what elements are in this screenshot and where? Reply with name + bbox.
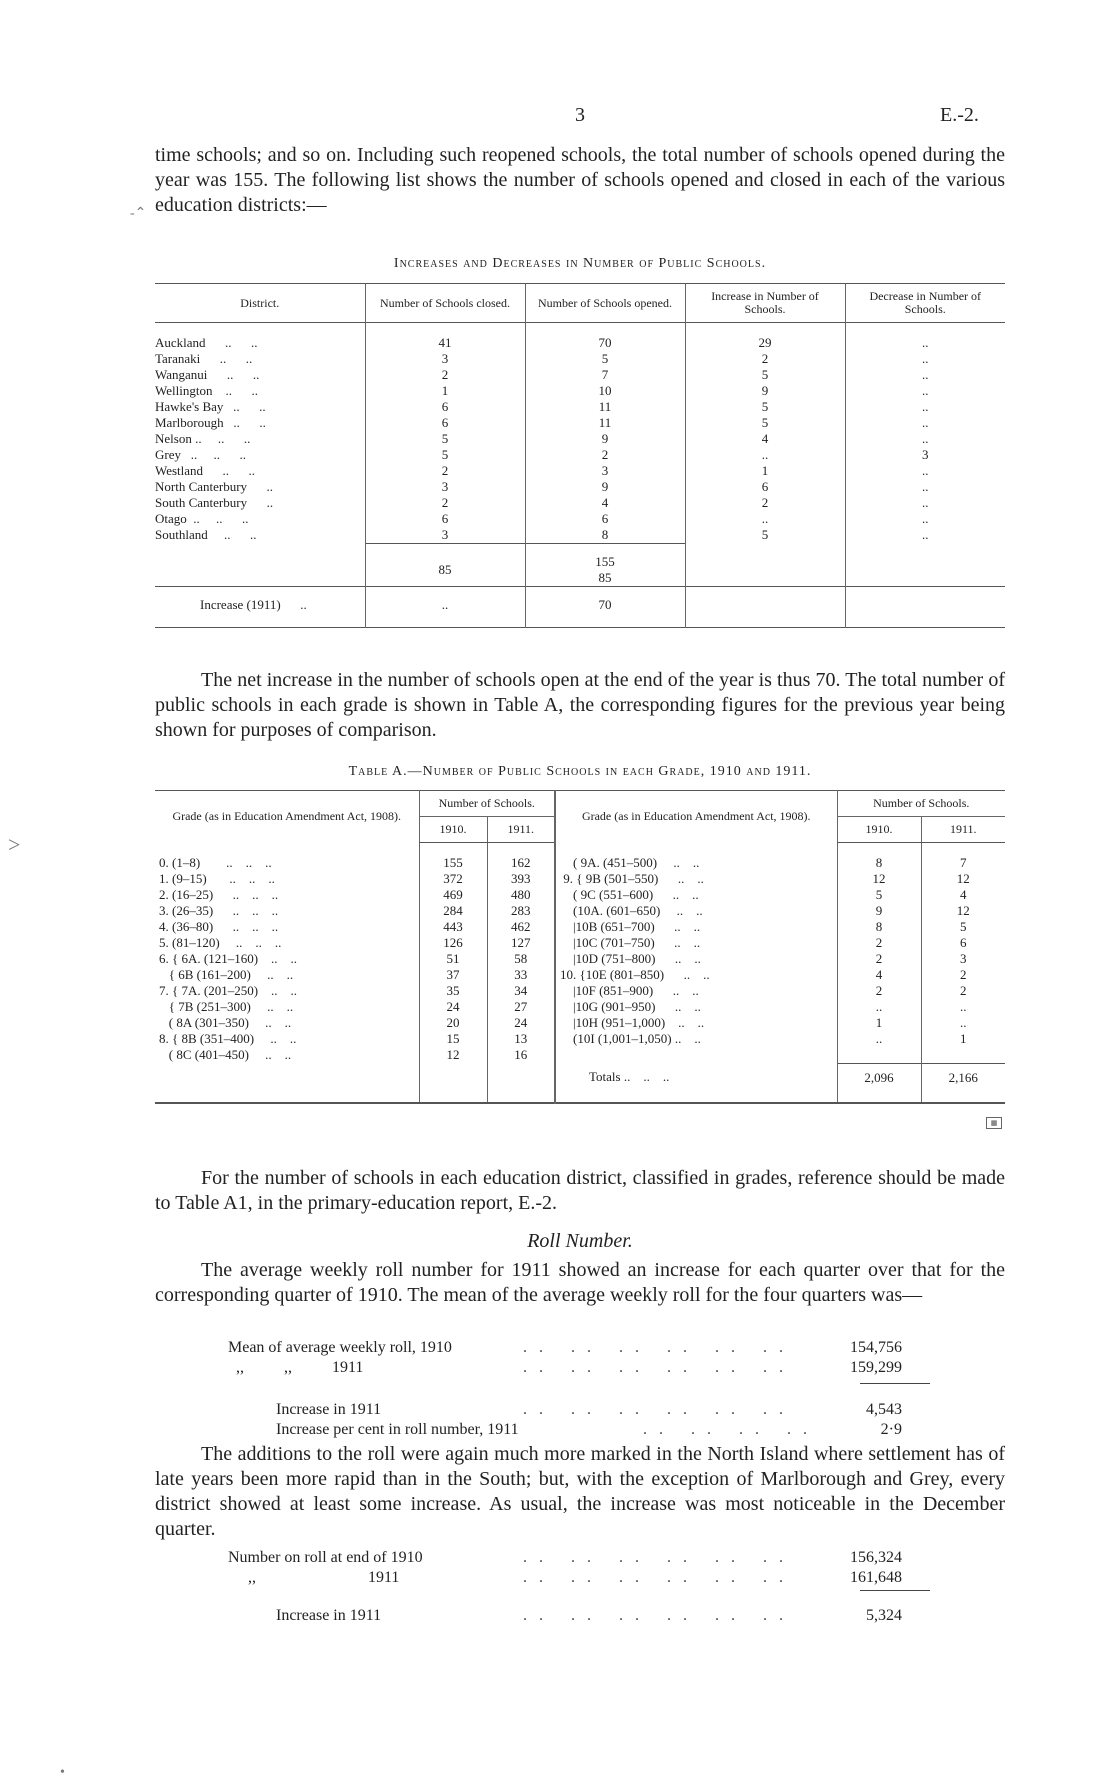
- district-row: [155, 527, 1005, 544]
- increase-count: 4: [685, 431, 845, 447]
- closed-count: 1: [365, 383, 525, 399]
- count-1911-right: 12: [921, 871, 1005, 887]
- decrease-count: ..: [845, 351, 1005, 367]
- increase-count: ..: [685, 511, 845, 527]
- opened-count: 8: [525, 527, 685, 544]
- district-row: [155, 511, 1005, 527]
- opened-count: 11: [525, 415, 685, 431]
- grade-right: 9. { 9B (501–550) .. ..: [555, 871, 837, 887]
- count-1910-right: ..: [837, 999, 921, 1015]
- roll-text: The average weekly roll number for 1911 showed an increase for each quarter over that for the corresponding quarter of 1910. The mean of the average weekly roll for the four quarters was—: [155, 1259, 1005, 1306]
- opened-count: 10: [525, 383, 685, 399]
- increase-count: ..: [685, 447, 845, 463]
- col-1911-left: 1911.: [487, 817, 555, 843]
- schools-change-table: [155, 283, 1005, 628]
- count-1911-left: 127: [487, 935, 555, 951]
- end-increase-value: 5,324: [866, 1607, 902, 1624]
- grade-right: 10. {10E (801–850) .. ..: [555, 967, 837, 983]
- increase-count: 5: [685, 415, 845, 431]
- grade-right: |10G (901–950) .. ..: [555, 999, 837, 1015]
- mean-roll-ledger: [228, 1338, 928, 1440]
- count-1910-left: 443: [419, 919, 487, 935]
- table1-header-row: [155, 284, 1005, 323]
- grade-left: ( 8C (401–450) .. ..: [159, 1047, 292, 1062]
- margin-mark: >: [8, 832, 21, 857]
- count-1911-right: 5: [921, 919, 1005, 935]
- opened-count: 70: [525, 323, 685, 352]
- increase-pct-label: Increase per cent in roll number, 1911: [228, 1421, 519, 1438]
- district-name: Nelson .. .. ..: [155, 431, 251, 446]
- count-1911-right: 4: [921, 887, 1005, 903]
- increase-closed: ..: [365, 587, 525, 628]
- margin-mark: -⌃: [130, 206, 147, 221]
- count-1911-right: 3: [921, 951, 1005, 967]
- end-roll-ledger: [228, 1548, 928, 1626]
- ledger-row: Number on roll at end of 1910 .. .. .. .. .. .. 156,324: [228, 1549, 902, 1566]
- district-row: [155, 351, 1005, 367]
- total-closed: 85: [365, 544, 525, 587]
- reference-text: For the number of schools in each education district, classified in grades, reference should be made to Table A1, in the primary-education report, E.-2.: [155, 1167, 1005, 1214]
- opened-count: 9: [525, 479, 685, 495]
- grade-row: [155, 887, 1005, 903]
- total-1911: 2,166: [921, 1063, 1005, 1103]
- count-1910-left: 12: [419, 1047, 487, 1063]
- district-row: [155, 367, 1005, 383]
- ink-stamp-icon: ▦: [986, 1117, 1002, 1129]
- increase-1911-value: 4,543: [866, 1401, 902, 1418]
- district-row: [155, 495, 1005, 511]
- count-1911-left: 33: [487, 967, 555, 983]
- grade-left: 1. (9–15) .. .. ..: [159, 871, 275, 886]
- district-name: Hawke's Bay .. ..: [155, 399, 266, 414]
- district-name: Wanganui .. ..: [155, 367, 260, 382]
- grade-right: ( 9C (551–600) .. ..: [555, 887, 837, 903]
- net-increase-paragraph: [155, 668, 1005, 743]
- count-1911-right: 2: [921, 983, 1005, 999]
- col-opened: Number of Schools opened.: [525, 284, 685, 323]
- count-1910-right: 4: [837, 967, 921, 983]
- end-1911-value: 161,648: [850, 1569, 902, 1586]
- increase-count: 2: [685, 351, 845, 367]
- count-1910-left: 126: [419, 935, 487, 951]
- ledger-row: ,, 1911 .. .. .. .. .. .. 161,648: [228, 1569, 902, 1586]
- grade-left: 6. { 6A. (121–160) .. ..: [159, 951, 298, 966]
- grade-right: ( 9A. (451–500) .. ..: [555, 843, 837, 872]
- increase-count: 5: [685, 527, 845, 544]
- closed-count: 41: [365, 323, 525, 352]
- count-1910-left: 284: [419, 903, 487, 919]
- grade-row: [155, 999, 1005, 1015]
- roll-number-heading: Roll Number.: [527, 1230, 633, 1252]
- col-number-left: Number of Schools.: [419, 791, 555, 817]
- grade-row: [155, 843, 1005, 872]
- count-1911-right: 12: [921, 903, 1005, 919]
- decrease-count: ..: [845, 431, 1005, 447]
- count-1911-right: ..: [921, 1015, 1005, 1031]
- count-1910-left: 35: [419, 983, 487, 999]
- decrease-count: 3: [845, 447, 1005, 463]
- col-district: District.: [240, 295, 280, 310]
- col-number-right: Number of Schools.: [837, 791, 1005, 817]
- district-row: [155, 463, 1005, 479]
- count-1910-left: 51: [419, 951, 487, 967]
- count-1911-left: 283: [487, 903, 555, 919]
- opened-count: 7: [525, 367, 685, 383]
- decrease-count: ..: [845, 415, 1005, 431]
- end-1910-label: Number on roll at end of 1910: [228, 1549, 423, 1566]
- reference-paragraph: [155, 1166, 1005, 1216]
- grade-row: [155, 983, 1005, 999]
- count-1911-left: 34: [487, 983, 555, 999]
- table2-totals-row: [155, 1063, 1005, 1103]
- ledger-row: Increase in 1911 .. .. .. .. .. .. 4,543: [228, 1401, 902, 1418]
- grade-left: 2. (16–25) .. .. ..: [159, 887, 279, 902]
- closed-count: 6: [365, 399, 525, 415]
- ledger-row: Increase per cent in roll number, 1911 .. .. .. .. 2·9: [228, 1421, 902, 1438]
- table2-body: [155, 843, 1005, 1064]
- count-1911-left: 393: [487, 871, 555, 887]
- decrease-count: ..: [845, 511, 1005, 527]
- opened-count: 6: [525, 511, 685, 527]
- district-row: [155, 431, 1005, 447]
- decrease-count: ..: [845, 383, 1005, 399]
- decrease-count: ..: [845, 527, 1005, 544]
- grade-row: [155, 871, 1005, 887]
- count-1910-right: 1: [837, 1015, 921, 1031]
- roll-paragraph: [155, 1258, 1005, 1308]
- count-1911-left: 58: [487, 951, 555, 967]
- closed-count: 2: [365, 495, 525, 511]
- grade-left: ( 8A (301–350) .. ..: [159, 1015, 292, 1030]
- increase-pct-value: 2·9: [880, 1421, 902, 1438]
- grade-table: [155, 790, 1005, 1104]
- count-1910-right: 12: [837, 871, 921, 887]
- opened-count: 9: [525, 431, 685, 447]
- count-1911-right: 6: [921, 935, 1005, 951]
- decrease-count: ..: [845, 495, 1005, 511]
- district-name: Westland .. ..: [155, 463, 256, 478]
- mean-1910-label: Mean of average weekly roll, 1910: [228, 1339, 452, 1356]
- grade-row: [155, 903, 1005, 919]
- grade-right: [555, 1047, 837, 1063]
- increase-count: 6: [685, 479, 845, 495]
- count-1910-left: 372: [419, 871, 487, 887]
- grade-right: (10A. (601–650) .. ..: [555, 903, 837, 919]
- end-increase-label: Increase in 1911: [228, 1607, 382, 1624]
- table1-caption: Increases and Decreases in Number of Public Schools.: [393, 256, 767, 271]
- ledger-row: ,, ,, 1911 .. .. .. .. .. .. 159,299: [228, 1359, 902, 1376]
- count-1910-right: 8: [837, 919, 921, 935]
- grade-row: [155, 1047, 1005, 1063]
- intro-text: time schools; and so on. Including such reopened schools, the total number of schools opened during the year was 155. The following list shows the number of schools opened and closed in each of the various education districts:—: [155, 144, 1005, 216]
- opened-count: 5: [525, 351, 685, 367]
- grade-row: [155, 1015, 1005, 1031]
- increase-count: 9: [685, 383, 845, 399]
- district-row: [155, 383, 1005, 399]
- grade-left: 8. { 8B (351–400) .. ..: [159, 1031, 297, 1046]
- count-1910-right: 8: [837, 843, 921, 872]
- grade-left: 5. (81–120) .. .. ..: [159, 935, 282, 950]
- increase-count: 5: [685, 367, 845, 383]
- col-grade-right: Grade (as in Education Amendment Act, 1908).: [555, 791, 837, 843]
- increase-count: 29: [685, 323, 845, 352]
- grade-left: 3. (26–35) .. .. ..: [159, 903, 279, 918]
- mean-1911-value: 159,299: [850, 1359, 902, 1376]
- count-1910-right: 2: [837, 951, 921, 967]
- district-name: South Canterbury ..: [155, 495, 274, 510]
- increase-count: 2: [685, 495, 845, 511]
- grade-right: |10C (701–750) .. ..: [555, 935, 837, 951]
- grade-row: [155, 1031, 1005, 1047]
- table2-caption: Table A.—Number of Public Schools in each Grade, 1910 and 1911.: [348, 764, 812, 779]
- district-name: Southland .. ..: [155, 527, 257, 543]
- district-row: [155, 399, 1005, 415]
- total-opened-value: 155: [595, 554, 615, 569]
- mean-1910-value: 154,756: [850, 1339, 902, 1356]
- count-1911-left: 480: [487, 887, 555, 903]
- col-decrease: Decrease in Number of Schools.: [845, 284, 1005, 323]
- grade-left: 0. (1–8) .. .. ..: [159, 854, 272, 870]
- opened-count: 3: [525, 463, 685, 479]
- grade-right: (10I (1,001–1,050) .. ..: [555, 1031, 837, 1047]
- count-1911-right: 2: [921, 967, 1005, 983]
- district-name: Marlborough .. ..: [155, 415, 266, 430]
- count-1911-left: 13: [487, 1031, 555, 1047]
- count-1911-right: ..: [921, 999, 1005, 1015]
- district-name: Grey .. .. ..: [155, 447, 246, 462]
- table1-body: [155, 323, 1005, 544]
- increase-label: Increase (1911) ..: [200, 597, 307, 612]
- count-1910-left: 24: [419, 999, 487, 1015]
- closed-count: 2: [365, 367, 525, 383]
- margin-mark: •: [60, 1765, 65, 1780]
- increase-opened: 70: [525, 587, 685, 628]
- grade-right: |10F (851–900) .. ..: [555, 983, 837, 999]
- grade-right: |10H (951–1,000) .. ..: [555, 1015, 837, 1031]
- decrease-count: ..: [845, 367, 1005, 383]
- mean-1911-label: ,, ,, 1911: [228, 1359, 364, 1376]
- table1-totals-row: [155, 544, 1005, 587]
- district-name: Otago .. .. ..: [155, 511, 249, 526]
- district-name: North Canterbury ..: [155, 479, 274, 494]
- grade-row: [155, 919, 1005, 935]
- intro-paragraph: [155, 143, 1005, 218]
- ledger-row: Mean of average weekly roll, 1910 .. .. .. .. .. .. 154,756: [228, 1339, 902, 1356]
- col-closed: Number of Schools closed.: [365, 284, 525, 323]
- count-1911-left: 16: [487, 1047, 555, 1063]
- grade-row: [155, 967, 1005, 983]
- count-1911-right: 7: [921, 843, 1005, 872]
- end-1911-label: ,, 1911: [228, 1569, 400, 1586]
- count-1910-left: 15: [419, 1031, 487, 1047]
- additions-paragraph: [155, 1442, 1005, 1542]
- decrease-count: ..: [845, 479, 1005, 495]
- opened-count: 2: [525, 447, 685, 463]
- district-name: Auckland .. ..: [155, 335, 258, 350]
- end-1910-value: 156,324: [850, 1549, 902, 1566]
- col-1910-left: 1910.: [419, 817, 487, 843]
- page-number: 3: [575, 104, 585, 126]
- district-row: [155, 447, 1005, 463]
- document-code: E.-2.: [940, 104, 979, 126]
- count-1910-right: 2: [837, 983, 921, 999]
- col-grade-left: Grade (as in Education Amendment Act, 1908).: [172, 809, 402, 824]
- sum-rule: [860, 1590, 930, 1591]
- opened-count: 11: [525, 399, 685, 415]
- grade-row: [155, 935, 1005, 951]
- net-increase-text: The net increase in the number of schools open at the end of the year is thus 70. The total number of public schools in each grade is shown in Table A, the corresponding figures for the previous year being shown for purposes of comparison.: [155, 669, 1005, 741]
- less-closed-value: 85: [598, 570, 612, 585]
- count-1910-left: 37: [419, 967, 487, 983]
- sum-rule: [860, 1383, 930, 1384]
- total-opened: [525, 544, 685, 587]
- count-1911-left: 162: [487, 843, 555, 872]
- opened-count: 4: [525, 495, 685, 511]
- grade-left: { 7B (251–300) .. ..: [159, 999, 294, 1014]
- district-row: [155, 415, 1005, 431]
- district-row: [155, 479, 1005, 495]
- closed-count: 6: [365, 415, 525, 431]
- ledger-row: Increase in 1911 .. .. .. .. .. .. 5,324: [228, 1607, 902, 1624]
- district-name: Wellington .. ..: [155, 383, 258, 398]
- count-1910-right: 9: [837, 903, 921, 919]
- count-1911-right: [921, 1047, 1005, 1063]
- decrease-count: ..: [845, 399, 1005, 415]
- count-1910-left: 469: [419, 887, 487, 903]
- closed-count: 3: [365, 351, 525, 367]
- col-1910-right: 1910.: [837, 817, 921, 843]
- decrease-count: ..: [845, 323, 1005, 352]
- increase-count: 1: [685, 463, 845, 479]
- closed-count: 2: [365, 463, 525, 479]
- grade-row: [155, 951, 1005, 967]
- count-1910-right: 5: [837, 887, 921, 903]
- decrease-count: ..: [845, 463, 1005, 479]
- table2-header-row: [155, 791, 1005, 817]
- count-1911-left: 24: [487, 1015, 555, 1031]
- closed-count: 3: [365, 527, 525, 544]
- additions-text: The additions to the roll were again much more marked in the North Island where settlement has of late years been more rapid than in the South; but, with the exception of Marlborough and Grey, every district showed at least some increase. As usual, the increase was most noticeable in the December quarter.: [155, 1443, 1005, 1540]
- count-1910-right: 2: [837, 935, 921, 951]
- closed-count: 5: [365, 431, 525, 447]
- grade-left: { 6B (161–200) .. ..: [159, 967, 294, 982]
- count-1911-left: 462: [487, 919, 555, 935]
- closed-count: 5: [365, 447, 525, 463]
- closed-count: 6: [365, 511, 525, 527]
- district-row: [155, 323, 1005, 352]
- total-1910: 2,096: [837, 1063, 921, 1103]
- col-increase: Increase in Number of Schools.: [685, 284, 845, 323]
- count-1910-left: 20: [419, 1015, 487, 1031]
- count-1911-left: 27: [487, 999, 555, 1015]
- closed-count: 3: [365, 479, 525, 495]
- district-name: Taranaki .. ..: [155, 351, 253, 366]
- count-1910-right: [837, 1047, 921, 1063]
- increase-count: 5: [685, 399, 845, 415]
- grade-left: 7. { 7A. (201–250) .. ..: [159, 983, 298, 998]
- count-1910-right: ..: [837, 1031, 921, 1047]
- table1-increase-row: [155, 587, 1005, 628]
- col-1911-right: 1911.: [921, 817, 1005, 843]
- increase-1911-label: Increase in 1911: [228, 1401, 382, 1418]
- count-1911-right: 1: [921, 1031, 1005, 1047]
- grade-left: 4. (36–80) .. .. ..: [159, 919, 279, 934]
- count-1910-left: 155: [419, 843, 487, 872]
- grade-right: |10D (751–800) .. ..: [555, 951, 837, 967]
- totals-label: Totals .. .. ..: [555, 1063, 837, 1103]
- grade-right: |10B (651–700) .. ..: [555, 919, 837, 935]
